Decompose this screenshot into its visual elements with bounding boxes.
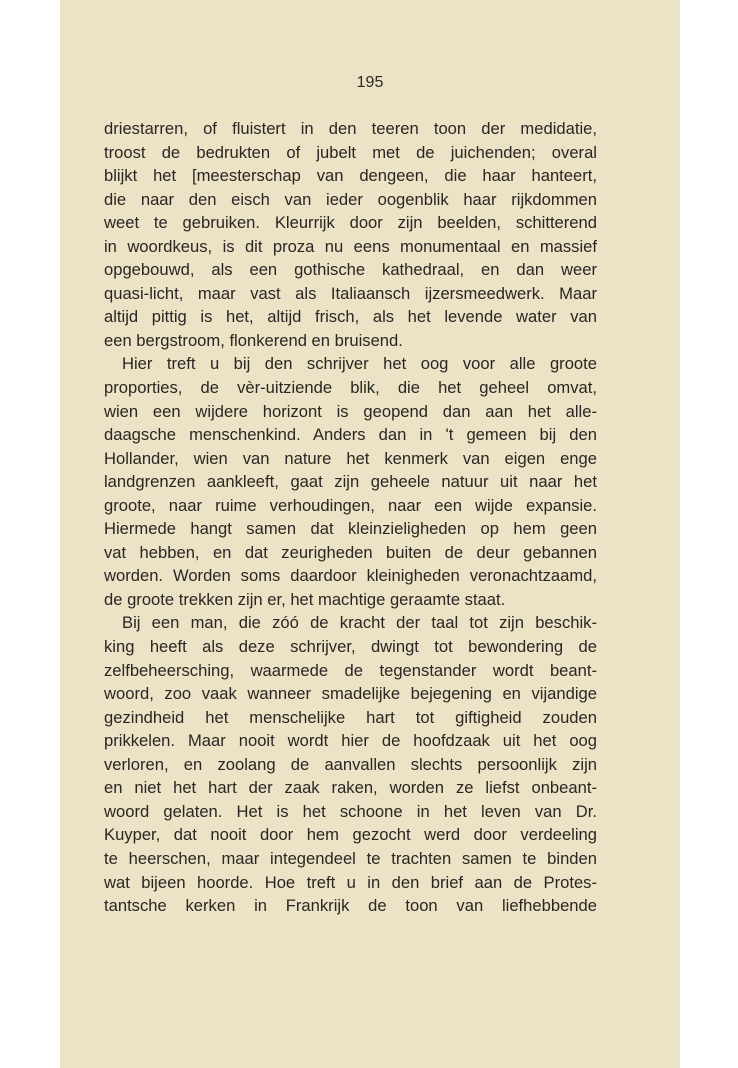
text-line: te heerschen, maar integendeel te trachten samen te binden	[104, 848, 597, 868]
text-line: king heeft als deze schrijver, dwingt tot bewondering de	[104, 637, 597, 657]
text-line: wien een wijdere horizont is geopend dan aan het alle-	[104, 401, 597, 421]
text-line: prikkelen. Maar nooit wordt hier de hoofdzaak uit het oog	[104, 731, 597, 751]
text-line: daagsche menschenkind. Anders dan in 't gemeen bij den	[104, 425, 597, 445]
text-line: tantsche kerken in Frankrijk de toon van liefhebbende	[104, 896, 597, 916]
text-line: vat hebben, en dat zeurigheden buiten de deur gebannen	[104, 542, 597, 562]
text-line: woord, zoo vaak wanneer smadelijke bejegening en vijandige	[104, 684, 597, 704]
body-text	[104, 117, 597, 918]
text-line: landgrenzen aankleeft, gaat zijn geheele natuur uit naar het	[104, 472, 597, 492]
text-line: blijkt het [meesterschap van dengeen, die haar hanteert,	[104, 166, 597, 186]
text-line: groote, naar ruime verhoudingen, naar een wijde expansie.	[104, 495, 597, 515]
scanned-page	[60, 0, 680, 1068]
text-line: en niet het hart der zaak raken, worden ze liefst onbeant-	[104, 778, 597, 798]
paragraph-start-line: Bij een man, die zóó de kracht der taal tot zijn beschik-	[122, 613, 597, 633]
text-line: troost de bedrukten of jubelt met de juichenden; overal	[104, 142, 597, 162]
text-line: Hollander, wien van nature het kenmerk van eigen enge	[104, 448, 597, 468]
text-line: Hiermede hangt samen dat kleinzieligheden op hem geen	[104, 519, 597, 539]
text-line: wat bijeen hoorde. Hoe treft u in den brief aan de Protes-	[104, 872, 597, 892]
text-line: gezindheid het menschelijke hart tot giftigheid zouden	[104, 707, 597, 727]
text-line: opgebouwd, als een gothische kathedraal, en dan weer	[104, 260, 597, 280]
text-line: weet te gebruiken. Kleurrijk door zijn beelden, schitterend	[104, 213, 597, 233]
text-line: worden. Worden soms daardoor kleinigheden veronachtzaamd,	[104, 566, 597, 586]
text-line: zelfbeheersching, waarmede de tegenstander wordt beant-	[104, 660, 597, 680]
text-line: woord gelaten. Het is het schoone in het leven van Dr.	[104, 801, 597, 821]
text-line: een bergstroom, flonkerend en bruisend.	[104, 330, 403, 350]
text-line: die naar den eisch van ieder oogenblik haar rijkdommen	[104, 189, 597, 209]
text-line: in woordkeus, is dit proza nu eens monumentaal en massief	[104, 236, 597, 256]
text-line: proporties, de vèr-uitziende blik, die het geheel omvat,	[104, 378, 597, 398]
paragraph-start-line: Hier treft u bij den schrijver het oog voor alle groote	[122, 354, 597, 374]
text-line: quasi-licht, maar vast als Italiaansch ijzersmeedwerk. Maar	[104, 283, 597, 303]
text-line: de groote trekken zijn er, het machtige geraamte staat.	[104, 589, 506, 609]
page-number: 195	[356, 74, 384, 91]
text-line: Kuyper, dat nooit door hem gezocht werd door verdeeling	[104, 825, 597, 845]
text-line: verloren, en zoolang de aanvallen slechts persoonlijk zijn	[104, 754, 597, 774]
text-line: driestarren, of fluistert in den teeren toon der medidatie,	[104, 119, 597, 138]
text-line: altijd pittig is het, altijd frisch, als het levende water van	[104, 307, 597, 327]
